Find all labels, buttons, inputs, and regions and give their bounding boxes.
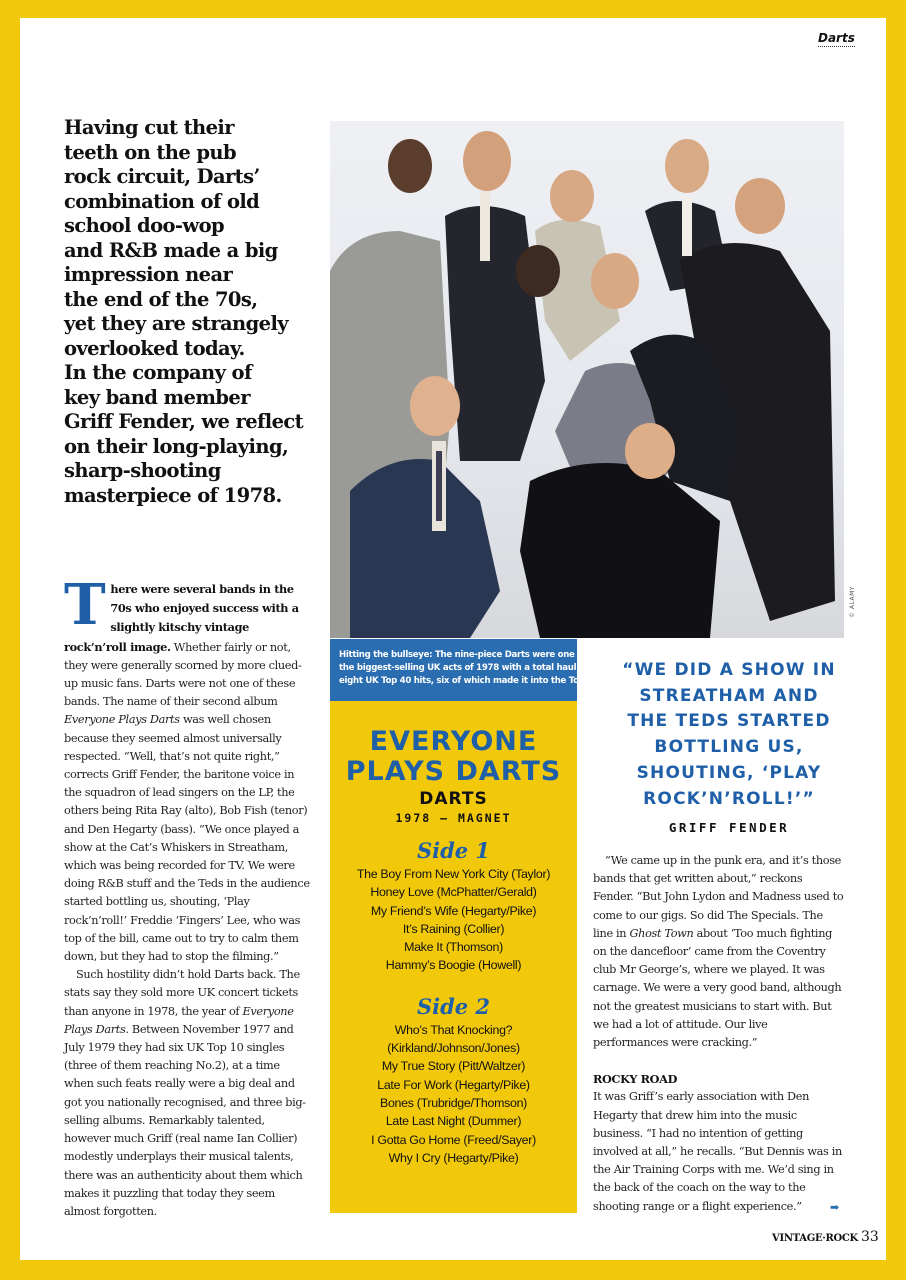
caption-line: eight UK Top 40 hits, six of which made it into the Top 10 (339, 675, 599, 686)
quote-line: STREATHAM AND (639, 685, 819, 706)
section-tag: Darts (818, 31, 855, 45)
track: (Kirkland/Johnson/Jones) (387, 1041, 520, 1056)
standfirst-line: In the company of (64, 361, 252, 384)
standfirst-line: impression near (64, 263, 233, 286)
album-year-label: 1978 – MAGNET (395, 811, 512, 825)
track: Who’s That Knocking? (394, 1022, 513, 1037)
pull-quote (594, 658, 864, 835)
body-paragraph: It was Griff’s early association with Den Hegarty that drew him into the music business. “I had no intention of getting involved at all,” he recalls. “But Dennis was in the Air Training Corps with me. We’d sing in the back of the coach on the way to the shooting range or a flight experience.” (593, 1090, 842, 1213)
standfirst-line: the end of the 70s, (64, 287, 258, 311)
standfirst-line: overlooked today. (64, 336, 245, 360)
page-number: 33 (860, 1229, 879, 1245)
track: Late Last Night (Dummer) (385, 1114, 522, 1129)
track: Hammy’s Boogie (Howell) (385, 958, 522, 973)
body-paragraph (64, 966, 310, 1221)
body-text: Whether fairly or not, they were generally scorned by more clued-up music fans. Darts were not one of these bands. The name of their second album (64, 640, 302, 709)
quote-attribution: GRIFF FENDER (668, 820, 790, 836)
track: Late For Work (Hegarty/Pike) (377, 1077, 530, 1092)
lead-in: here were several bands in the 70s who enjoyed success with a slightly kitschy vintage rock’n’roll image. (64, 582, 299, 654)
photo-caption (330, 639, 599, 701)
body-paragraph (64, 572, 310, 966)
body-text: about ‘Too much fighting on the dancefloor’ came from the Coventry club Mr George’s, where we played. It was carnage. We were a very good band, although not the greatest musicians to start with. But we had a lot of attitude. Our live performances were cracking.” (593, 926, 842, 1050)
photo-credit: © ALAMY (849, 586, 856, 618)
standfirst-line: combination of old (64, 189, 260, 213)
album-artist: DARTS (419, 789, 488, 809)
band-photo (330, 121, 844, 638)
track: My True Story (Pitt/Waltzer) (381, 1059, 526, 1074)
body-text: . Between November 1977 and July 1979 they had six UK Top 10 singles (three of them reaching No.2), at a time when such feats really were a big deal and got you nationally recognised, and three big-selling albums. Remarkably talented, however much Griff (real name Ian Collier) modestly underplays their musical talents, there was an authenticity about them which makes it puzzling that today they seem almost forgotten. (64, 1022, 306, 1218)
standfirst-line: rock circuit, Darts’ (64, 165, 260, 188)
standfirst-line: Griff Fender, we reflect (64, 410, 304, 433)
standfirst-line: yet they are strangely (64, 312, 288, 335)
album-name-italic: Everyone Plays Darts (64, 1004, 294, 1036)
standfirst-line: school doo-wop (64, 214, 225, 237)
folio (772, 1229, 879, 1245)
side-2-heading: Side 2 (416, 993, 491, 1019)
side-1-heading: Side 1 (416, 838, 491, 863)
standfirst-line: Having cut their (64, 116, 234, 139)
caption-line: Hitting the bullseye: The nine-piece Darts were one of (339, 650, 587, 660)
standfirst-line: sharp-shooting (64, 459, 221, 482)
body-text: “We came up in the punk era, and it’s those bands that get written about,” reckons Fender. “But John Lydon and Madness used to come to our gigs. So did The Specials. The line in (593, 854, 844, 940)
track: Bones (Trubridge/Thomson) (380, 1095, 527, 1110)
album-box (330, 701, 577, 1213)
body-paragraph (593, 852, 845, 1052)
standfirst-line: and R&B made a big (64, 238, 278, 262)
album-title (330, 727, 577, 787)
magazine-page (20, 18, 886, 1260)
body-column-right (593, 852, 845, 1216)
quote-line: “WE DID A SHOW IN (622, 660, 836, 680)
body-text: was well chosen because they seemed almost universally respected. “Well, that’s not quite right,” corrects Griff Fender, the baritone voice in the squadron of lead singers on the LP, the others being Rita Ray (alto), Bob Fish (tenor) and Den Hegarty (bass). “We once played a show at the Cat’s Whiskers in Streatham, which was being recorded for TV. We were doing R&B stuff and the Teds in the audience started bottling us, shouting, ‘Play rock’n’roll!’ Freddie ‘Fingers’ Lee, who was top of the bill, came out to try to calm them down, but they had to stop the filming.” (64, 713, 310, 964)
album-name-italic: Everyone Plays Darts (64, 713, 180, 727)
track: It’s Raining (Collier) (402, 921, 505, 936)
subheading: ROCKY ROAD (593, 1072, 678, 1087)
body-text: Such hostility didn’t hold Darts back. The stats say they sold more UK concert tickets than anyone in 1978, the year of (64, 968, 300, 1018)
quote-line: THE TEDS STARTED (627, 711, 831, 732)
quote-line: SHOUTING, ‘PLAY (636, 762, 822, 783)
drop-cap: T (64, 572, 106, 638)
track: Honey Love (McPhatter/Gerald) (370, 885, 537, 900)
continue-arrow-icon: ➡ (830, 1201, 840, 1214)
song-name-italic: Ghost Town (629, 926, 694, 940)
quote-line: ROCK’N’ROLL!’” (643, 788, 815, 809)
standfirst-line: key band member (64, 385, 250, 409)
album-title-line: EVERYONE (369, 726, 538, 757)
magazine-name: VINTAGE·ROCK (772, 1233, 858, 1244)
standfirst (64, 116, 319, 508)
track: I Gotta Go Home (Freed/Sayer) (371, 1132, 536, 1147)
track: Why I Cry (Hegarty/Pike) (388, 1150, 519, 1165)
standfirst-line: masterpiece of 1978. (64, 483, 282, 507)
track: The Boy From New York City (Taylor) (356, 867, 551, 881)
side-2-tracklist (330, 1021, 577, 1167)
body-column-left (64, 572, 310, 1221)
standfirst-line: on their long-playing, (64, 434, 289, 458)
band-photo-illustration (330, 121, 844, 638)
track: My Friend’s Wife (Hegarty/Pike) (370, 903, 537, 918)
pull-quote-text (594, 658, 864, 812)
standfirst-line: teeth on the pub (64, 140, 236, 164)
side-1-tracklist (330, 865, 577, 975)
caption-line: the biggest-selling UK acts of 1978 with a total haul of (339, 662, 588, 673)
track: Make It (Thomson) (404, 940, 503, 955)
album-title-line: PLAYS DARTS (345, 756, 562, 787)
quote-line: BOTTLING US, (654, 737, 804, 758)
